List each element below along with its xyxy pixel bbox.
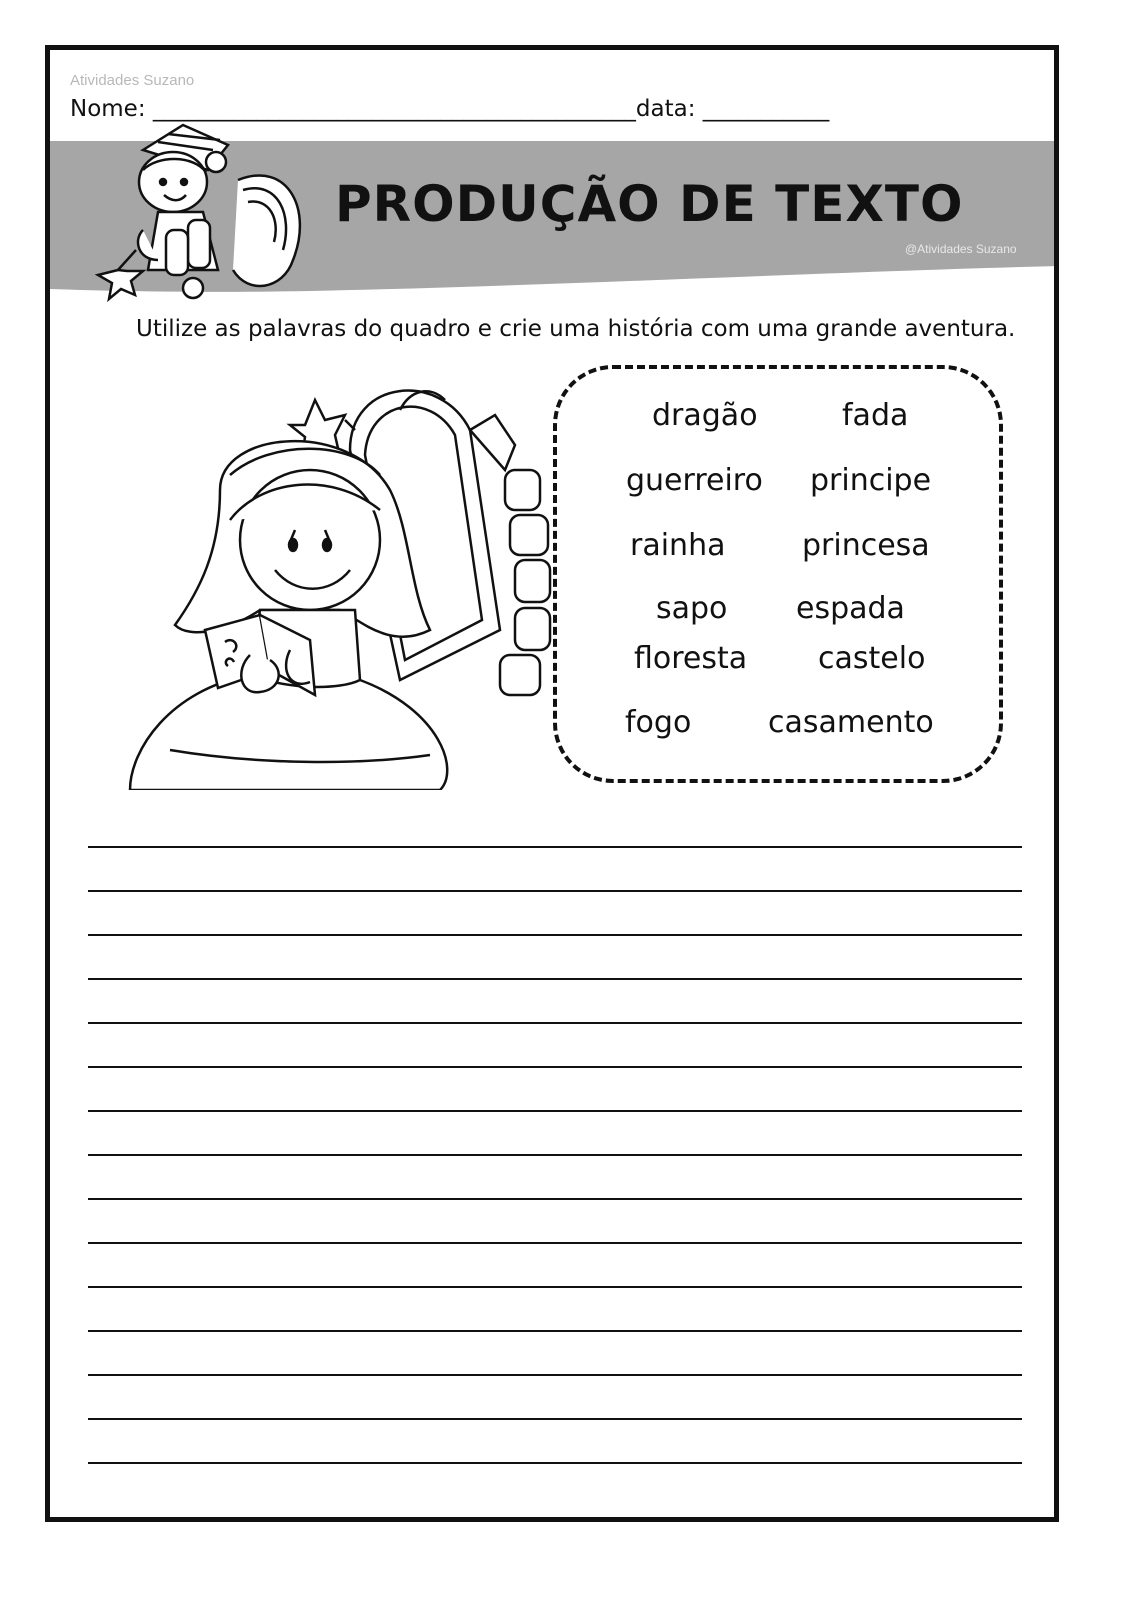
- word-item: fogo: [625, 705, 692, 740]
- princess-with-book-icon: [110, 370, 560, 790]
- writing-line[interactable]: [88, 1022, 1022, 1024]
- word-item: principe: [810, 463, 932, 498]
- credit-text: @Atividades Suzano: [905, 242, 1017, 256]
- watermark: Atividades Suzano: [70, 72, 195, 89]
- writing-line[interactable]: [88, 978, 1022, 980]
- name-date-line: [70, 96, 829, 122]
- word-item: princesa: [802, 528, 930, 563]
- word-item: espada: [796, 591, 905, 626]
- word-item: fada: [842, 398, 909, 433]
- date-field[interactable]: ___________: [702, 96, 830, 122]
- writing-line[interactable]: [88, 1374, 1022, 1376]
- writing-line[interactable]: [88, 846, 1022, 848]
- writing-line[interactable]: [88, 1066, 1022, 1068]
- word-item: rainha: [630, 528, 726, 563]
- word-item: casamento: [768, 705, 934, 740]
- writing-line[interactable]: [88, 1198, 1022, 1200]
- word-item: guerreiro: [626, 463, 763, 498]
- writing-line[interactable]: [88, 1462, 1022, 1464]
- instruction-text: Utilize as palavras do quadro e crie uma história com uma grande aventura.: [136, 316, 1016, 342]
- writing-line[interactable]: [88, 1242, 1022, 1244]
- writing-line[interactable]: [88, 1110, 1022, 1112]
- writing-line[interactable]: [88, 1418, 1022, 1420]
- writing-line[interactable]: [88, 1154, 1022, 1156]
- writing-line[interactable]: [88, 934, 1022, 936]
- writing-line[interactable]: [88, 1330, 1022, 1332]
- writing-line[interactable]: [88, 890, 1022, 892]
- name-field[interactable]: __________________________________________: [152, 96, 636, 122]
- page-title: PRODUÇÃO DE TEXTO: [335, 175, 964, 233]
- fairy-icon: [88, 120, 318, 310]
- word-item: dragão: [652, 398, 758, 433]
- name-label: Nome:: [70, 96, 146, 122]
- word-item: sapo: [656, 591, 728, 626]
- word-item: castelo: [818, 641, 926, 676]
- date-label: data:: [635, 96, 696, 122]
- worksheet-frame: [45, 45, 1059, 1522]
- word-item: floresta: [634, 641, 748, 676]
- writing-line[interactable]: [88, 1286, 1022, 1288]
